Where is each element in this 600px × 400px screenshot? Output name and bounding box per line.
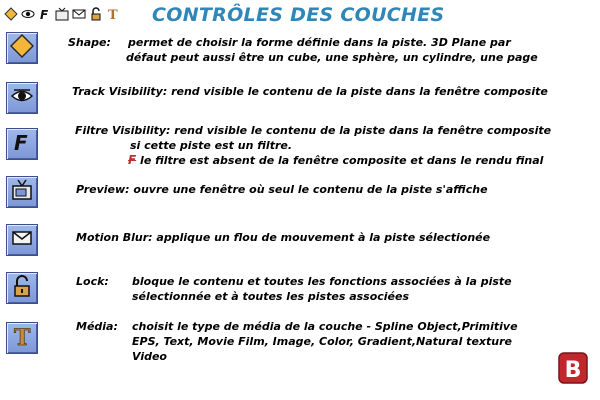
- lock-line-1: bloque le contenu et toutes les fonctions associées à la piste: [132, 275, 512, 288]
- preview-line-1: ouvre une fenêtre où seul le contenu de la piste s'affiche: [133, 183, 488, 196]
- preview-button[interactable]: [6, 176, 38, 208]
- lock-button[interactable]: [6, 272, 38, 304]
- filter-visibility-description: [75, 123, 551, 168]
- svg-text:T: T: [108, 8, 118, 21]
- filter-line-2: si cette piste est un filtre.: [130, 139, 293, 152]
- motion-blur-label: Motion Blur:: [76, 231, 153, 244]
- mail-icon: [10, 226, 34, 254]
- preview-description: [76, 182, 488, 197]
- lock-icon[interactable]: [89, 7, 103, 21]
- lock-description: [76, 274, 512, 304]
- filter-visibility-label: Filtre Visibility:: [75, 124, 171, 137]
- media-line-1: choisit le type de média de la couche - Spline Object,Primitive: [132, 320, 518, 333]
- tv-icon: [10, 178, 34, 206]
- media-label: Média:: [76, 320, 118, 333]
- shape-label: Shape:: [68, 36, 111, 49]
- motion-blur-line-1: applique un flou de mouvement à la piste sélectionée: [156, 231, 491, 244]
- media-button[interactable]: [6, 322, 38, 354]
- track-visibility-label: Track Visibility:: [72, 85, 168, 98]
- shape-icon[interactable]: [4, 7, 18, 21]
- media-line-2: EPS, Text, Movie Film, Image, Color, Gradient,Natural texture: [132, 335, 512, 348]
- eye-icon[interactable]: [21, 7, 35, 21]
- shape-button[interactable]: [6, 32, 38, 64]
- filter-f-icon: [10, 130, 34, 158]
- svg-text:F: F: [40, 8, 49, 21]
- preview-label: Preview:: [76, 183, 130, 196]
- filter-line-3: le filtre est absent de la fenêtre composite et dans le rendu final: [140, 154, 544, 167]
- svg-text:F: F: [14, 131, 28, 154]
- motion-blur-description: [76, 230, 490, 245]
- toolbar-strip: [4, 4, 137, 24]
- track-visibility-button[interactable]: [6, 82, 38, 114]
- filter-off-icon: F: [128, 153, 137, 167]
- eye-icon: [10, 84, 34, 112]
- lock-label: Lock:: [76, 275, 109, 288]
- filter-line-1: rend visible le contenu de la piste dans la fenêtre composite: [174, 124, 552, 137]
- media-description: [76, 319, 518, 364]
- filter-visibility-button[interactable]: [6, 128, 38, 160]
- lock-line-2: sélectionnée et à toutes les pistes associées: [132, 290, 410, 303]
- mail-icon[interactable]: [72, 7, 86, 21]
- track-visibility-line-1: rend visible le contenu de la piste dans la fenêtre composite: [171, 85, 548, 98]
- svg-text:T: T: [14, 325, 31, 348]
- lock-icon: [10, 274, 34, 302]
- motion-blur-button[interactable]: [6, 224, 38, 256]
- filter-f-icon[interactable]: [38, 7, 52, 21]
- media-line-3: Video: [132, 350, 167, 363]
- tv-icon[interactable]: [55, 7, 69, 21]
- shape-line-1: permet de choisir la forme définie dans la piste. 3D Plane par: [128, 36, 511, 49]
- svg-text:B: B: [564, 358, 582, 383]
- shape-line-2: défaut peut aussi être un cube, une sphère, un cylindre, une page: [126, 51, 538, 64]
- t-icon: [10, 324, 34, 352]
- page-title: CONTRÔLES DES COUCHES: [152, 4, 445, 26]
- shape-icon: [10, 34, 34, 62]
- t-icon[interactable]: [106, 7, 120, 21]
- shape-description: [68, 35, 538, 65]
- brand-logo: [558, 352, 588, 384]
- track-visibility-description: [72, 84, 548, 99]
